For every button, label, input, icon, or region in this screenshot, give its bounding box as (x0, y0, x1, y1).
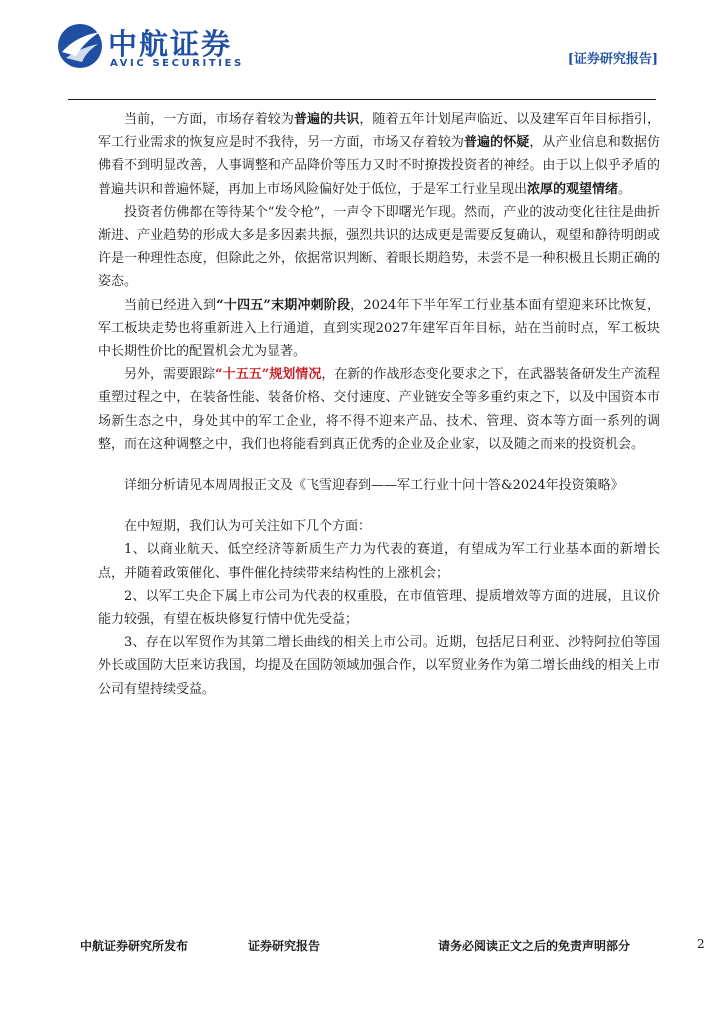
page-number: 2 (697, 937, 705, 951)
footer-disclaimer: 请务必阅读正文之后的免责声明部分 (438, 939, 631, 953)
list-item-3: 3、存在以军贸作为其第二增长曲线的相关上市公司。近期，包括尼日利亚、沙特阿拉伯等国外长或国防大臣来访我国，均提及在国防领域加强合作，以军贸业务作为第二增长曲线的相关上市公司有望持续受益。 (98, 635, 660, 697)
logo-chinese-text: 中航证券 (108, 27, 233, 61)
paragraph-focus-intro: 在中短期，我们认为可关注如下几个方面： (124, 519, 372, 535)
paragraph-15th-five-year: 另外，需要跟踪“十五五”规划情况，在新的作战形态变化要求之下，在武器装备研发生产流程重塑过程之中，在装备性能、装备价格、交付速度、产业链安全等多重约束之下，以及中国资本市场新生态之中，身处其中的军工企业，将不得不迎来产品、技术、管理、资本等方面一系列的调整，而在这种调整之中，我们也将能看到真正优秀的企业及企业家，以及随之而来的投资机会。 (98, 367, 660, 452)
list-item-1: 1、以商业航天、低空经济等新质生产力为代表的赛道，有望成为军工行业基本面的新增长点，并随着政策催化、事件催化持续带来结构性的上涨机会； (98, 542, 660, 581)
report-body (98, 108, 660, 701)
paragraph-investor-waiting: 投资者仿佛都在等待某个“发令枪”，一声令下即曙光乍现。然而，产业的波动变化往往是曲折渐进、产业趋势的形成大多是多因素共振，强烈共识的达成更是需要反复确认，观望和静待明朗或许是一种理性态度，但除此之外，依据常识判断、着眼长期趋势，未尝不是一种积极且长期正确的姿态。 (98, 204, 660, 290)
footer-publisher: 中航证券研究所发布 (80, 939, 189, 953)
page-header (0, 0, 724, 100)
list-item-2: 2、以军工央企下属上市公司为代表的权重股，在市值管理、提质增效等方面的进展，且议价能力较强，有望在板块修复行情中优先受益； (98, 588, 660, 628)
paragraph-14th-five-year: 当前已经进入到“十四五”末期冲刺阶段，2024年下半年军工行业基本面有望迎来环比恢复，军工板块走势也将重新进入上行通道，直到实现2027年建军百年目标，站在当前时点，军工板块中长期性价比的配置机会尤为显著。 (98, 297, 660, 360)
avic-logo (56, 22, 256, 72)
report-type-label: [证券研究报告] (567, 52, 658, 67)
logo-english-text: AVIC SECURITIES (110, 58, 244, 69)
footer-report-type: 证券研究报告 (248, 939, 321, 953)
paragraph-market-sentiment: 当前，一方面，市场存着较为普遍的共识，随着五年计划尾声临近、以及建军百年目标指引，军工行业需求的恢复应是时不我待，另一方面，市场又存着较为普遍的怀疑，从产业信息和数据仿佛看不到明显改善，人事调整和产品降价等压力又时不时撩拨投资者的神经。由于以上似乎矛盾的普遍共识和普遍怀疑，再加上市场风险偏好处于低位，于是军工行业呈现出浓厚的观望情绪。 (98, 112, 660, 197)
page-footer (0, 937, 724, 957)
header-divider (68, 99, 656, 100)
paragraph-reference: 详细分析请见本周周报正文及《飞雪迎春到——军工行业十问十答&2024年投资策略》 (124, 478, 624, 494)
avic-emblem-icon (56, 22, 104, 70)
